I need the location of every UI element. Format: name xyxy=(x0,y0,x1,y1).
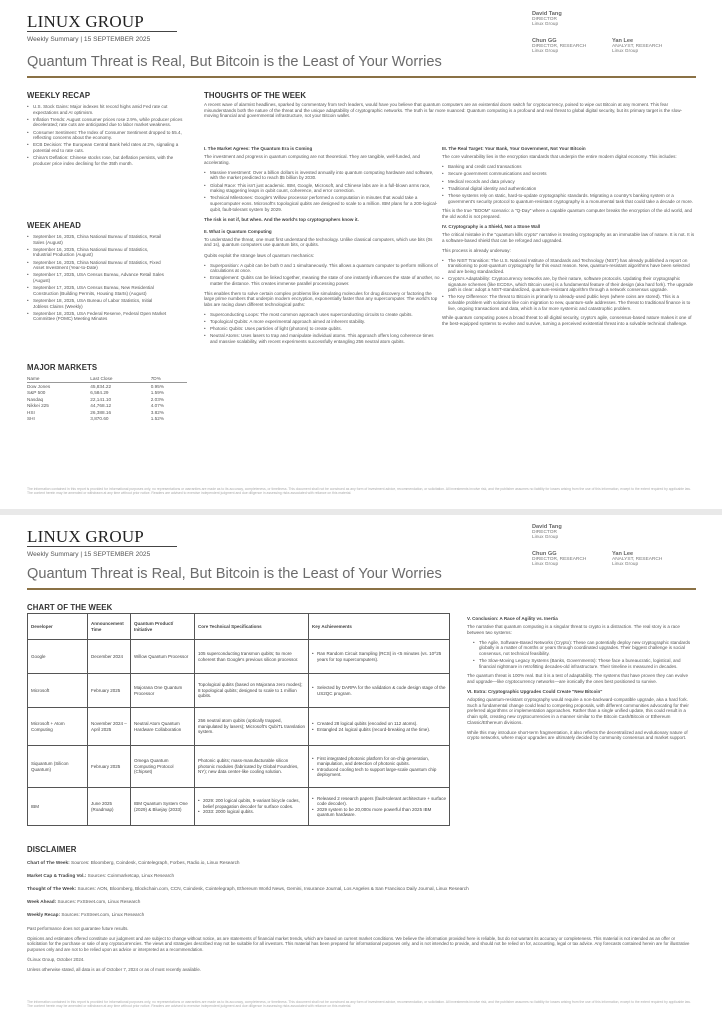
list-item: • September 18, 2025, USA Bureau of Labor Statistics, Initial Jobless Claims (Weekly) xyxy=(27,298,167,309)
legal-footnote: The information contained in this report is provided for informational purposes only, no representations or warranties are made as to its accuracy, completeness, or timeliness. This document shall not be construed as any form of investment advice, recommendation, or solicitation. All investments involve risk, and the publisher assumes no liability for losses arising from the use of this information, except to the extent required by applicable law. The content herein may be amended or withdrawn at any time without prior notice. Readers are advised to exercise independent judgment and due diligence in assessing risks associated with reliance on this material. xyxy=(27,1000,691,1009)
list-item: • Introduced cooling tech to support large-scale quantum chip deployment. xyxy=(312,767,446,778)
author-3 xyxy=(612,551,662,567)
table-cell xyxy=(309,640,450,674)
major-markets-heading: MAJOR MARKETS xyxy=(27,363,98,372)
paragraph: The quantum threat is 100% real. But it is a test of adaptability. The systems that have proven they can evolve and upgrade—like cryptocurrency networks—are ironically the ones best positioned to survive. xyxy=(467,673,688,684)
list-item: • 2033: 2000 logical qubits. xyxy=(198,809,305,815)
table-cell: Microsoft xyxy=(28,674,88,708)
list-item: • Superposition: A qubit can be both 0 and 1 simultaneously. This allows a quantum computer to perform millions of calculations at once. xyxy=(204,263,441,274)
author-role: DIRECTOR, RESEARCH xyxy=(532,557,587,562)
title-rule xyxy=(27,76,696,78)
table-cell: June 2025 (Roadmap) xyxy=(88,788,131,826)
legal-footnote: The information contained in this report is provided for informational purposes only, no representations or warranties are made as to its accuracy, completeness, or timeliness. This document shall not be construed as any form of investment advice, recommendation, or solicitation. All investments involve risk, and the publisher assumes no liability for losses arising from the use of this information, except to the extent required by applicable law. The content herein may be amended or withdrawn at any time without prior notice. Readers are advised to exercise independent judgment and due diligence in assessing risks associated with reliance on this material. xyxy=(27,487,691,496)
logo-underline xyxy=(27,31,177,32)
source-label: Chart of The Week: xyxy=(27,860,70,865)
list-item: • The Slow-Moving Legacy Systems (Banks, Governments): These face a bureaucratic, logistical, and financial nightmare in retrofitting decades-old infrastructure. Their timeline is measured in decades. xyxy=(473,658,695,669)
author-name: David Tang xyxy=(532,11,562,17)
emphasis-text: The risk is not if, but when. And the world's top cryptographers know it. xyxy=(204,217,359,223)
conclusion-column xyxy=(467,616,695,745)
paragraph: While this may introduce short-term fragmentation, it also reflects the decentralized and evolutionary nature of crypto networks, where major upgrades are ultimately decided by community consensus and market support. xyxy=(467,729,688,741)
table-cell: S&P 500 xyxy=(27,390,46,396)
list-item: • Crypto's Adaptability: Cryptocurrency networks are, by their nature, software protocols. Updating their cryptographic signature schemes (like ECDSA, which Bitcoin uses) is a fundamental feature of their design (aka hard fork). The upgrade path is clear: adopt a NIST-standardized, quantum-resistant algorithm through a network consensus upgrade. xyxy=(442,276,695,293)
list-item: • Global Race: This isn't just academic. IBM, Google, Microsoft, and Chinese labs are in a full-blown arms race, making staggering leaps in qubit count, coherence, and error correction. xyxy=(204,183,441,194)
author-name: Chun GG xyxy=(532,551,557,557)
page-1 xyxy=(0,0,722,509)
table-cell xyxy=(309,674,450,708)
column-header: 7D% xyxy=(151,376,187,383)
source-text: Sources: Coinmarketcap, Linux Research xyxy=(87,873,175,878)
table-cell: 45,834.22 xyxy=(90,383,112,389)
author-org: Linux Group xyxy=(532,49,559,54)
list-item: • Medical records and data privacy xyxy=(442,179,695,185)
paragraph: The narrative that quantum computing is a singular threat to crypto is a distraction. The real story is a race between two systems: xyxy=(467,624,680,635)
section-heading: V. Conclusion: A Race of Agility vs. Inertia xyxy=(467,616,558,621)
table-cell: Nasdaq xyxy=(27,396,44,402)
source-label: Week Ahead: xyxy=(27,899,57,904)
table-cell: Dow Jones xyxy=(27,383,51,389)
source-text: Sources: AON, Bloomberg, Blockchain.com, CCN, Coindesk, Cointelegraph, Ethereum World News, Gemini, Insurance Journal, Los Angeles & San Francisco Daily Journal, Linux Research xyxy=(77,886,469,891)
copyright-note: ©Linux Group, October 2024. xyxy=(27,956,85,962)
section-heading: II. What is Quantum Computing xyxy=(204,228,272,234)
list-item: • The NIST Transition: The U.S. National Institute of Standards and Technology (NIST) has already published a report on transitioning to post-quantum cryptography for this exact reason. New, quantum-resistant algorithms have been selected and are being standardized. xyxy=(442,258,695,275)
table-cell: Majorana One Quantum Processor xyxy=(131,674,195,708)
table-cell: HSI xyxy=(27,409,35,415)
thoughts-col-left xyxy=(204,146,441,346)
source-text: Sources: FxStreet.com, Linux Research xyxy=(61,912,145,917)
table-cell: December 2024 xyxy=(88,640,131,674)
list-item: • Ran Random Circuit Sampling (RCS) in <5 minutes (vs. 10^25 years for top supercomputers). xyxy=(312,651,446,662)
list-item: • U.S. Stock Gains: Major indexes hit record highs amid Fed rate cut expectations and AI optimism. xyxy=(27,104,192,115)
list-item: • The Key Difference: The threat to Bitcoin is primarily to already-used public keys (where coins are stored). This is a solvable problem with solutions like coin migration to new, quantum-safe addresses. The threat to traditional finance is to live, ongoing transactions and data, which is a far more systemic and catastrophic problem. xyxy=(442,294,695,311)
author-role: DIRECTOR xyxy=(532,530,557,535)
table-cell: 256 neutral atom qubits (optically trapped, manipulated by lasers); Microsoft's QubiTL translation system. xyxy=(195,708,309,746)
opinions-note: Opinions and estimates offered constitute our judgment and are subject to change without notice, as are statements of financial market trends, which are based on current market conditions. We believe the information provided here is reliable, but do not warrant its accuracy or completeness. This material is not intended as an offer or solicitation for the purchase or sale of any cryptocurrencies. The views and strategies described may not be suitable for all investors. This material has been prepared for informational purposes only, and is not intended to provide, and should not be relied on for, accounting, legal or tax advice. Any forecasts contained herein are for illustrative purposes only and are not to be relied upon as advice or interpreted as a recommendation. xyxy=(27,936,690,952)
table-cell xyxy=(309,746,450,788)
list-item: • First integrated photonic platform for on-chip generation, manipulation, and detection of photonic qubits. xyxy=(312,756,446,767)
table-cell: February 2025 xyxy=(88,674,131,708)
list-item: • 2029: 200 logical qubits, 5-variant bicycle codes, belief propagation decoder for surface codes. xyxy=(198,798,305,809)
author-1 xyxy=(532,11,562,27)
paragraph: This is the true "BOOM" scenario: a "Q-Day" where a capable quantum computer breaks the encryption of the old world, and the old world is not prepared. xyxy=(442,208,693,219)
page-title: Quantum Threat is Real, But Bitcoin is the Least of Your Worries xyxy=(27,54,442,70)
week-ahead-list xyxy=(27,234,167,323)
report-subtitle: Weekly Summary | 15 SEPTEMBER 2025 xyxy=(27,551,151,558)
thoughts-col-right xyxy=(442,146,695,331)
weekly-recap-list xyxy=(27,104,192,168)
table-cell: 1.59% xyxy=(150,390,164,396)
list-item: • Superconducting Loops: The most common approach uses superconducting circuits to create qubits. xyxy=(204,312,441,318)
paragraph: The core vulnerability lies in the encryption standards that underpin the entire modern digital economy. This includes: xyxy=(442,154,677,160)
table-cell: 44,768.12 xyxy=(90,403,112,409)
paragraph: The investment and progress in quantum computing are not theoretical. They are tangible, well-funded, and accelerating. xyxy=(204,154,421,165)
author-3 xyxy=(612,38,662,54)
table-row xyxy=(28,708,450,746)
data-date-note: Unless otherwise stated, all data is as of October 7, 2024 or as of most recently available. xyxy=(27,967,202,973)
table-cell: 26,388.16 xyxy=(90,409,112,415)
list-item: • Selected by DARPA for the validation & code design stage of the US2QC program. xyxy=(312,685,446,696)
chart-of-the-week-heading: CHART OF THE WEEK xyxy=(27,603,113,612)
list-item: • Entanglement: Qubits can be linked together, meaning the state of one instantly influences the state of another, no matter the distance. This creates immense parallel processing power. xyxy=(204,275,441,286)
source-row xyxy=(27,912,695,918)
column-header: Key Achievements xyxy=(309,614,450,640)
author-org: Linux Group xyxy=(532,22,559,27)
page-2 xyxy=(0,515,722,1024)
table-cell: IBM Quantum System One (2029) & Bluejay (2033) xyxy=(131,788,195,826)
author-role: ANALYST, RESEARCH xyxy=(612,44,663,49)
table-cell: 1.52% xyxy=(150,416,164,422)
thoughts-heading: THOUGHTS OF THE WEEK xyxy=(204,91,307,100)
list-item: • China's Deflation: Chinese stocks rose, but deflation persists, with the producer price index declining for the 35th month. xyxy=(27,155,192,166)
table-row xyxy=(27,383,187,390)
author-2 xyxy=(532,551,586,567)
author-name: David Tang xyxy=(532,524,562,530)
table-cell: 3,870.60 xyxy=(90,416,109,422)
author-org: Linux Group xyxy=(612,562,639,567)
table-cell xyxy=(309,708,450,746)
list-item: • The Agile, Software-Based Networks (Crypto): These can potentially deploy new cryptographic standards globally in a matter of months or years through coordinated upgrades. Their biggest challenge is social consensus, not technical feasibility. xyxy=(473,640,695,657)
section-heading: VI. Extra: Cryptographic Upgrades Could Create "New Bitcoin" xyxy=(467,689,603,695)
table-cell: IBM xyxy=(28,788,88,826)
source-label: Thought of The Week: xyxy=(27,886,77,891)
table-cell: Neutral Atom Quantum Hardware Collaboration xyxy=(131,708,195,746)
paragraph: This enables them to solve certain complex problems like simulating molecules for drug discovery or factoring the large prime numbers that underpin modern encryption, exponentially faster than any supercomputer. The world's top labs are racing down different technological paths: xyxy=(204,290,438,307)
title-rule xyxy=(27,588,696,590)
past-performance-note: Past performance does not guarantee future results. xyxy=(27,926,129,931)
table-cell xyxy=(195,788,309,826)
table-row xyxy=(28,788,450,826)
table-cell: February 2025 xyxy=(88,746,131,788)
table-cell: Photonic qubits; mass-manufacturable silicon photonic modules (fabricated by Global Foundries, NY); new data center-like cooling solution. xyxy=(195,746,309,788)
author-2 xyxy=(532,38,586,54)
paragraph: The critical mistake in the "quantum kills crypto" narrative is treating cryptography as an immutable law of nature. It is not. It is a software-based shield that can be reforged and upgraded. xyxy=(442,231,695,243)
paragraph: A recent wave of alarmist headlines, sparked by commentary from tech leaders, would have you believe that quantum computers are an existential doom switch for cryptocurrency, poised to wipe out Bitcoin at any moment. This fear misunderstands both the nature of the threat and the unique adaptability of cryptographic networks. The truth is far more nuanced: Quantum computing is a profound and real threat to global digital security, but its primary target is the slow-moving financial and governmental infrastructure, not your Bitcoin wallet. xyxy=(204,102,683,119)
list-item: • Traditional digital identity and authentication xyxy=(442,186,695,192)
list-item: • Entangled 24 logical qubits (record-breaking at the time). xyxy=(312,727,446,733)
report-subtitle: Weekly Summary | 15 SEPTEMBER 2025 xyxy=(27,36,151,43)
list-item: • September 16, 2025, China National Bureau of Statistics, Industrial Production (August) xyxy=(27,247,167,258)
paragraph: This process is already underway: xyxy=(442,247,511,253)
table-cell: 3.82% xyxy=(150,409,164,415)
paragraph: While quantum computing poses a broad threat to all digital security, crypto's agile, consensus-based nature makes it one of the best-equipped systems to evolve and survive, turning a perceived existential threat into a solvable technical challenge. xyxy=(442,315,692,326)
list-item: • September 18, 2025, USA Federal Reserve, Federal Open Market Committee (FOMC) Meeting Minutes xyxy=(27,311,167,322)
column-header: Last Close xyxy=(90,376,150,383)
table-cell: 2.03% xyxy=(150,396,164,402)
disclaimer-body xyxy=(27,860,695,977)
page-title: Quantum Threat is Real, But Bitcoin is the Least of Your Worries xyxy=(27,566,442,582)
list-item: • These systems rely on static, hard-to-update cryptographic standards. Migrating a country's banking system or a government's security protocol to quantum-resistant cryptography is a monumental task that could take a decade or more. xyxy=(442,193,695,204)
table-cell: Microsoft + Atom Computing xyxy=(28,708,88,746)
author-role: ANALYST, RESEARCH xyxy=(612,557,663,562)
table-cell: SHI xyxy=(27,416,35,422)
table-row xyxy=(28,640,450,674)
paragraph: To understand the threat, one must first understand the technology. Unlike classical computers, which use bits (0s and 1s), quantum computers use quantum bits, or qubits. xyxy=(204,236,433,248)
source-text: Sources: FxStreet.com, Linux Research xyxy=(57,899,141,904)
source-row xyxy=(27,873,695,879)
table-cell xyxy=(309,788,450,826)
table-cell: 6,584.29 xyxy=(90,390,109,396)
chart-of-the-week-table xyxy=(27,613,450,826)
author-role: DIRECTOR, RESEARCH xyxy=(532,44,587,49)
list-item: • Inflation Trends: August consumer prices rose 2.9%, while producer prices decelerated; rate cuts are anticipated due to labor market weakness. xyxy=(27,117,192,128)
author-name: Chun GG xyxy=(532,38,557,44)
source-row xyxy=(27,886,695,892)
table-row xyxy=(28,674,450,708)
table-cell: Topological qubits (based on Majorana zero modes); 8 topological qubits; designed to scale to 1 million qubits. xyxy=(195,674,309,708)
table-row xyxy=(28,746,450,788)
table-cell: Omega Quantum Computing Protocol (Chipset) xyxy=(131,746,195,788)
column-header: Quantum Product/ Initiative xyxy=(131,614,195,640)
list-item: • Massive Investment: Over a billion dollars is invested annually into quantum computing hardware and software, with the market predicted to reach $5 billion by 2030. xyxy=(204,170,441,181)
list-item: • Photonic Qubits: Uses particles of light (photons) to create qubits. xyxy=(204,326,441,332)
table-cell: Nikkei 225 xyxy=(27,403,49,409)
list-item: • September 16, 2025, China National Bureau of Statistics, Retail Sales (August) xyxy=(27,234,167,245)
author-org: Linux Group xyxy=(612,49,639,54)
author-role: DIRECTOR xyxy=(532,17,557,22)
list-item: • Consumer Sentiment: The Index of Consumer Sentiment dropped to 55.4, reflecting concerns about the economy. xyxy=(27,130,192,141)
week-ahead-heading: WEEK AHEAD xyxy=(27,221,81,230)
list-item: • September 17, 2025, USA Census Bureau, New Residential Construction (Building Permits, Housing Starts) (August) xyxy=(27,285,167,296)
section-heading: I. The Market Agrees: The Quantum Era is Coming xyxy=(204,146,313,151)
list-item: • September 16, 2025, China National Bureau of Statistics, Fixed Asset Investment (Year-to-Date) xyxy=(27,260,167,271)
section-heading: III. The Real Target: Your Bank, Your Government, Not Your Bitcoin xyxy=(442,146,586,151)
list-item: • Banking and credit card transactions xyxy=(442,164,695,170)
table-cell: 4.07% xyxy=(150,403,164,409)
author-name: Yan Lee xyxy=(612,551,634,557)
list-item: • 2029 system to be 20,000x more powerful than 2025 IBM quantum hardware. xyxy=(312,807,446,818)
logo: LINUX GROUP xyxy=(27,527,144,546)
list-item: • Released 2 research papers (fault-tolerant architecture + surface code decoder). xyxy=(312,796,446,807)
table-cell: November 2024 – April 2025 xyxy=(88,708,131,746)
table-cell: 0.95% xyxy=(150,383,164,389)
author-org: Linux Group xyxy=(532,562,559,567)
list-item: • Topological Qubits: A more experimental approach aimed at inherent stability. xyxy=(204,319,441,325)
list-item: • Neutral Atoms: Uses lasers to trap and manipulate individual atoms. This approach offers long coherence times and massive scalability, with recent experiments successfully entangling 256 neutral atom qubits. xyxy=(204,333,441,344)
section-heading: IV. Cryptography is a Shield, Not a Stone Wall xyxy=(442,223,541,229)
author-name: Yan Lee xyxy=(612,38,634,44)
table-cell: 105 superconducting transmon qubits; 5x more coherent than Google's previous silicon processor. xyxy=(195,640,309,674)
disclaimer-heading: DISCLAIMER xyxy=(27,845,77,854)
author-org: Linux Group xyxy=(532,535,559,540)
table-cell: Willow Quantum Processor xyxy=(131,640,195,674)
weekly-recap-heading: WEEKLY RECAP xyxy=(27,91,91,100)
table-cell: Siquantum (Silicon Quantum) xyxy=(28,746,88,788)
column-header: Name xyxy=(27,376,90,383)
source-label: Weekly Recap: xyxy=(27,912,61,917)
author-1 xyxy=(532,524,562,540)
table-cell: Google xyxy=(28,640,88,674)
column-header: Core Technical Specifications xyxy=(195,614,309,640)
source-text: Sources: Bloomberg, Coindesk, Cointelegraph, Forbes, Radio.io, Linux Research xyxy=(70,860,240,865)
markets-table xyxy=(27,376,187,422)
logo-underline xyxy=(27,546,177,547)
table-cell: 22,141.10 xyxy=(90,396,112,402)
source-label: Market Cap & Trading Vol.: xyxy=(27,873,87,878)
paragraph: Adopting quantum-resistant cryptography would require a non-backward-compatible upgrade, aka a hard fork. Such a fundamental change could lead to competing proposals, with different communities advocating for their preferred algorithms or implementation approaches. Rather than a single unified update, this could result in a chain split, creating new cryptocurrencies in a manner similar to the Bitcoin Cash/Bitcoin or Ethereum Classic/Ethereum divisions. xyxy=(467,697,689,725)
list-item: • ECB Decision: The European Central Bank held rates at 2%, signaling a potential end to rate cuts. xyxy=(27,142,192,153)
logo: LINUX GROUP xyxy=(27,12,144,31)
column-header: Developer xyxy=(28,614,88,640)
list-item: • Technical Milestones: Google's Willow processor performed a computation in minutes that would take a supercomputer eons. Microsoft's topological qubits are designed to scale to a million. IBM plans for a 200-logical-qubit, fault-tolerant system by 2029. xyxy=(204,195,441,212)
source-row xyxy=(27,899,695,905)
source-row xyxy=(27,860,695,866)
thoughts-intro xyxy=(204,102,695,123)
column-header: Announcement Time xyxy=(88,614,131,640)
paragraph: Qubits exploit the strange laws of quantum mechanics: xyxy=(204,252,315,258)
list-item: • Secure government communications and secrets xyxy=(442,171,695,177)
table-row xyxy=(27,416,187,423)
list-item: • Created 28 logical qubits (encoded on 112 atoms). xyxy=(312,721,446,727)
list-item: • September 17, 2025, USA Census Bureau, Advance Retail Sales (August) xyxy=(27,272,167,283)
